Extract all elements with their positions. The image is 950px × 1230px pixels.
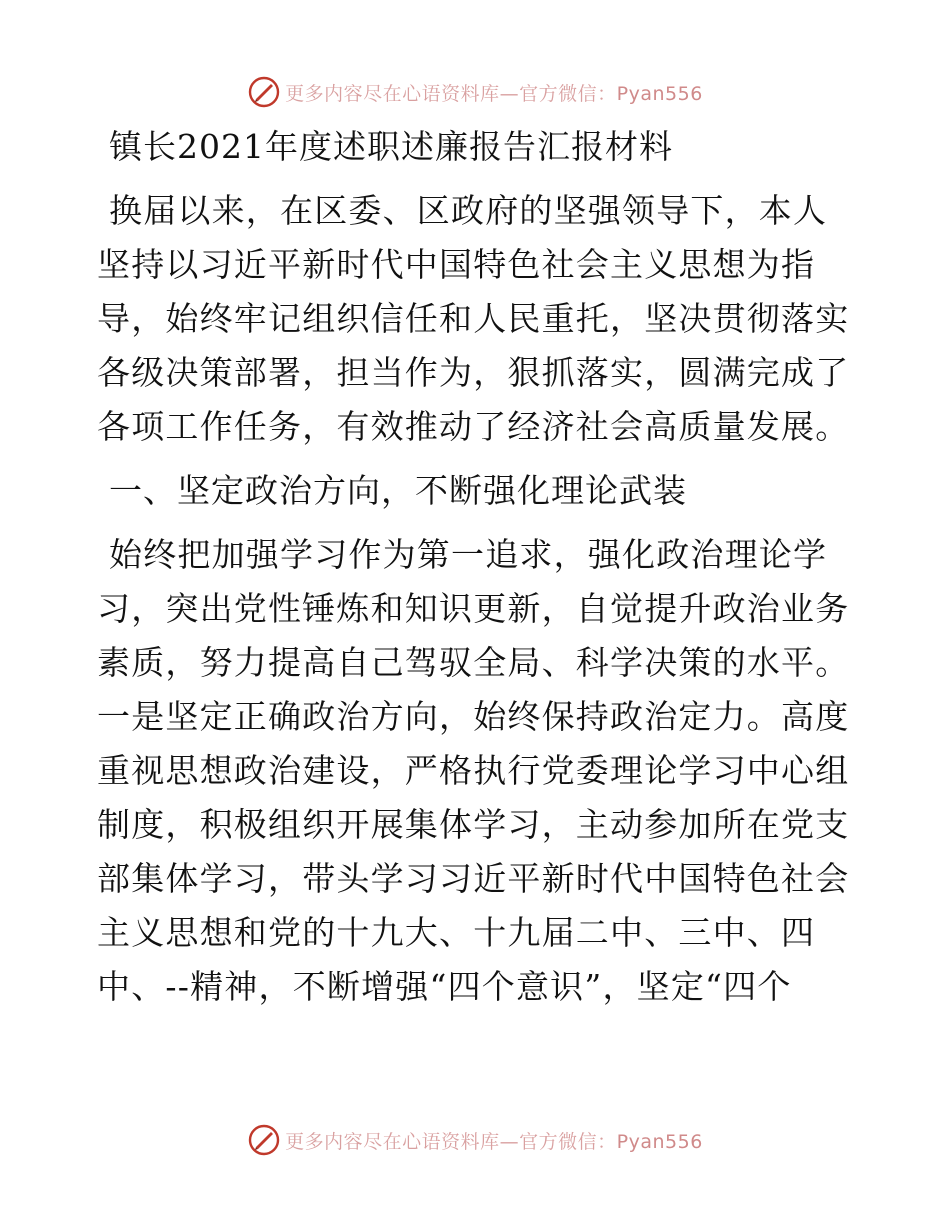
quill-pen-seal-icon (247, 75, 281, 109)
section-heading: 一、坚定政治方向，不断强化理论武装 (109, 471, 687, 510)
watermark-text (285, 79, 703, 106)
watermark-label: 更多内容尽在心语资料库—官方微信： (285, 82, 617, 105)
quill-pen-seal-icon (247, 1123, 281, 1157)
document-title: 镇长2021年度述职述廉报告汇报材料 (109, 127, 673, 166)
watermark-footer (0, 1120, 950, 1160)
watermark-label: 更多内容尽在心语资料库—官方微信： (285, 1130, 617, 1153)
watermark-handle: Pyan556 (616, 82, 703, 105)
section-paragraph: 始终把加强学习作为第一追求，强化政治理论学习，突出党性锤炼和知识更新，自觉提升政治业务素质，努力提高自己驾驭全局、科学决策的水平。一是坚定正确政治方向，始终保持政治定力。高度重视思想政治建设，严格执行党委理论学习中心组制度，积极组织开展集体学习，主动参加所在党支部集体学习，带头学习习近平新时代中国特色社会主义思想和党的十九大、十九届二中、三中、四中、--精神，不断增强“四个意识”，坚定“四个 (97, 535, 850, 1006)
intro-paragraph: 换届以来，在区委、区政府的坚强领导下，本人坚持以习近平新时代中国特色社会主义思想为指导，始终牢记组织信任和人民重托，坚决贯彻落实各级决策部署，担当作为，狠抓落实，圆满完成了各项工作任务，有效推动了经济社会高质量发展。 (97, 191, 850, 446)
watermark-header (0, 72, 950, 112)
watermark-text (285, 1127, 703, 1154)
document-body (97, 120, 857, 1014)
watermark-handle: Pyan556 (616, 1130, 703, 1153)
